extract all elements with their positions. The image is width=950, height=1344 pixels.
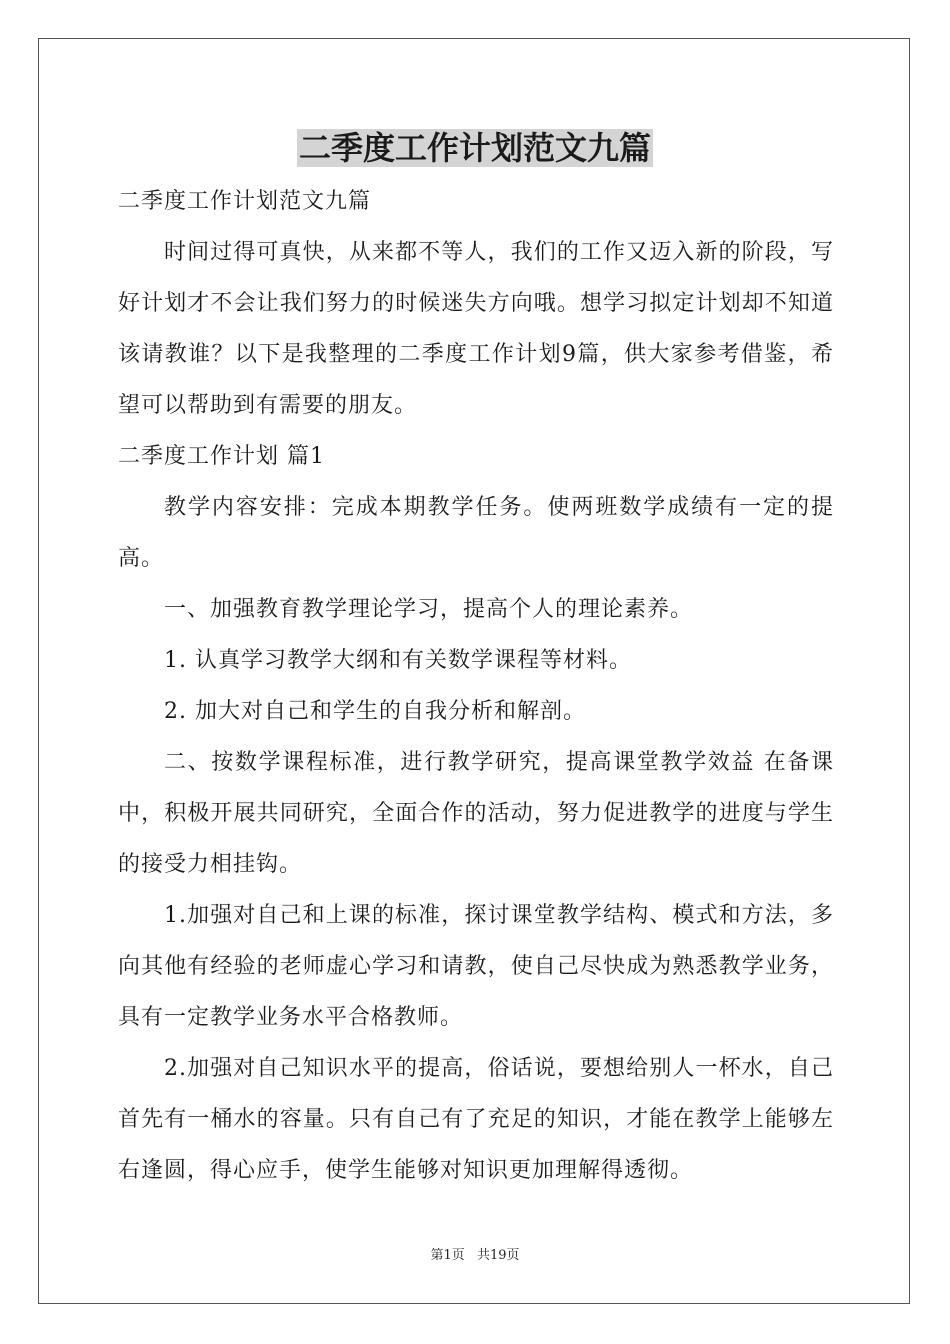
paragraph: 二季度工作计划范文九篇 xyxy=(118,189,372,214)
paragraph: 教学内容安排：完成本期教学任务。使两班数学成绩有一定的提高。 xyxy=(118,495,834,571)
page-number: 第1页 xyxy=(430,1248,465,1263)
page-total: 共19页 xyxy=(476,1248,520,1263)
paragraph: 时间过得可真快，从来都不等人，我们的工作又迈入新的阶段，写好计划才不会让我们努力的时候迷失方向哦。想学习拟定计划却不知道该请教谁？以下是我整理的二季度工作计划9篇，供大家参考借鉴，希望可以帮助到有需要的朋友。 xyxy=(118,240,834,418)
document-title xyxy=(0,124,950,172)
list-item: 2. 加大对自己和学生的自我分析和解剖。 xyxy=(164,699,586,724)
list-item: 1. 认真学习教学大纲和有关数学课程等材料。 xyxy=(164,648,632,673)
paragraph: 一、加强教育教学理论学习，提高个人的理论素养。 xyxy=(164,597,694,622)
page-footer xyxy=(0,1248,950,1264)
paragraph: 二、按数学课程标准，进行教学研究，提高课堂教学效益 在备课中，积极开展共同研究，全面合作的活动，努力促进教学的进度与学生的接受力相挂钩。 xyxy=(118,750,834,877)
list-item: 2.加强对自己知识水平的提高，俗话说，要想给别人一杯水，自己首先有一桶水的容量。只有自己有了充足的知识，才能在教学上能够左右逢圆，得心应手，使学生能够对知识更加理解得透彻。 xyxy=(118,1056,834,1183)
document-body xyxy=(118,176,834,1196)
list-item: 1.加强对自己和上课的标准，探讨课堂教学结构、模式和方法，多向其他有经验的老师虚心学习和请教，使自己尽快成为熟悉教学业务，具有一定教学业务水平合格教师。 xyxy=(118,903,834,1030)
section-heading: 二季度工作计划 篇1 xyxy=(118,444,325,469)
document-title-text: 二季度工作计划范文九篇 xyxy=(298,129,651,167)
